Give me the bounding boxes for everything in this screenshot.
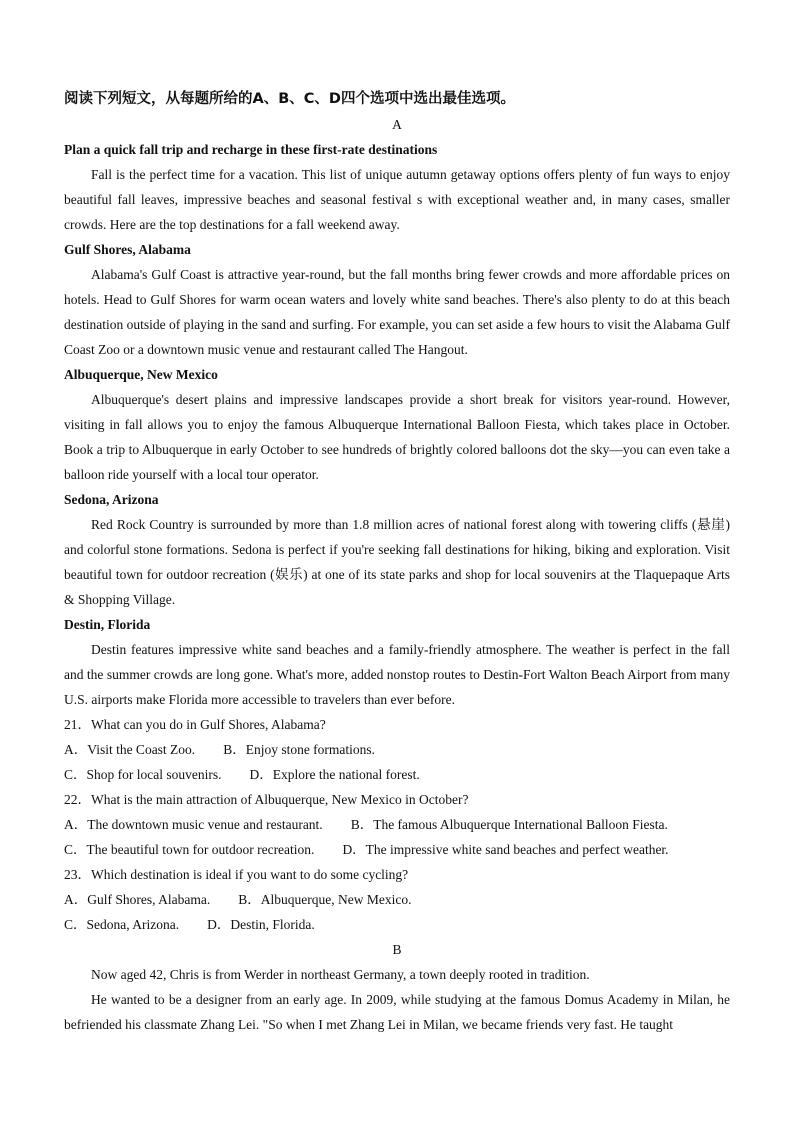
passage-a-title: Plan a quick fall trip and recharge in these first-rate destinations — [64, 142, 438, 157]
section-heading-albuquerque: Albuquerque, New Mexico — [64, 367, 218, 382]
question-22-option-a: A．The downtown music venue and restaurant. — [64, 817, 323, 832]
passage-b-paragraph-2: He wanted to be a designer from an early age. In 2009, while studying at the famous Domus Academy in Milan, he befriended his classmate Zhang Lei. "So when I met Zhang Lei in Milan, we became friends very fast. He taught — [64, 992, 730, 1032]
passage-a-label: A — [392, 117, 402, 132]
question-22-option-b: B．The famous Albuquerque International Balloon Fiesta. — [350, 817, 668, 832]
question-23-options-row-2 — [64, 912, 730, 937]
question-21-options-row-1 — [64, 737, 730, 762]
question-23-option-b: B．Albuquerque, New Mexico. — [238, 892, 412, 907]
section-heading-destin: Destin, Florida — [64, 617, 151, 632]
question-21-stem: 21．What can you do in Gulf Shores, Alabama? — [64, 717, 326, 732]
question-21-option-d: D．Explore the national forest. — [249, 767, 420, 782]
section-heading-sedona: Sedona, Arizona — [64, 492, 159, 507]
passage-b-label: B — [392, 942, 402, 957]
section-text-albuquerque: Albuquerque's desert plains and impressive landscapes provide a short break for visitors year-round. However, visiting in fall allows you to enjoy the famous Albuquerque International Balloon Fiesta, which takes place in October. Book a trip to Albuquerque in early October to see hundreds of brightly colored balloons dot the sky—you can even take a balloon ride yourself with a local tour operator. — [64, 392, 730, 482]
question-22-option-c: C．The beautiful town for outdoor recreation. — [64, 842, 315, 857]
instruction: 阅读下列短文，从每题所给的A、B、C、D四个选项中选出最佳选项。 — [64, 91, 515, 107]
question-22-stem: 22．What is the main attraction of Albuquerque, New Mexico in October? — [64, 792, 469, 807]
passage-a-intro: Fall is the perfect time for a vacation. This list of unique autumn getaway options offers plenty of fun ways to enjoy beautiful fall leaves, impressive beaches and seasonal festival s with exceptional weather and, in many cases, smaller crowds. Here are the top destinations for a fall weekend away. — [64, 167, 730, 232]
passage-b-paragraph-1: Now aged 42, Chris is from Werder in northeast Germany, a town deeply rooted in tradition. — [91, 967, 590, 982]
exam-page — [64, 86, 730, 1037]
question-23-options-row-1 — [64, 887, 730, 912]
section-text-sedona: Red Rock Country is surrounded by more than 1.8 million acres of national forest along with towering cliffs (悬崖) and colorful stone formations. Sedona is perfect if you're seeking fall destinations for hiking, biking and exploration. Visit beautiful town for outdoor recreation (娱乐) at one of its state parks and shop for local souvenirs at the Tlaquepaque Arts & Shopping Village. — [64, 517, 730, 607]
question-21-option-a: A．Visit the Coast Zoo. — [64, 742, 196, 757]
question-23-stem: 23．Which destination is ideal if you want to do some cycling? — [64, 867, 409, 882]
question-21-options-row-2 — [64, 762, 730, 787]
section-heading-gulf-shores: Gulf Shores, Alabama — [64, 242, 191, 257]
question-23-option-c: C．Sedona, Arizona. — [64, 917, 180, 932]
question-23-option-a: A．Gulf Shores, Alabama. — [64, 892, 211, 907]
section-text-destin: Destin features impressive white sand beaches and a family-friendly atmosphere. The weather is perfect in the fall and the summer crowds are long gone. What's more, added nonstop routes to Destin-Fort Walton Beach Airport from many U.S. airports make Florida more accessible to travelers than ever before. — [64, 642, 730, 707]
question-21-option-b: B．Enjoy stone formations. — [223, 742, 376, 757]
question-22-options-row-1 — [64, 812, 730, 837]
question-22-option-d: D．The impressive white sand beaches and perfect weather. — [342, 842, 669, 857]
question-21-option-c: C．Shop for local souvenirs. — [64, 767, 222, 782]
question-22-options-row-2 — [64, 837, 730, 862]
question-23-option-d: D．Destin, Florida. — [207, 917, 315, 932]
section-text-gulf-shores: Alabama's Gulf Coast is attractive year-round, but the fall months bring fewer crowds and more affordable prices on hotels. Head to Gulf Shores for warm ocean waters and lovely white sand beaches. There's also plenty to do at this beach destination outside of playing in the sand and surfing. For example, you can set aside a few hours to visit the Alabama Gulf Coast Zoo or a downtown music venue and restaurant called The Hangout. — [64, 267, 730, 357]
